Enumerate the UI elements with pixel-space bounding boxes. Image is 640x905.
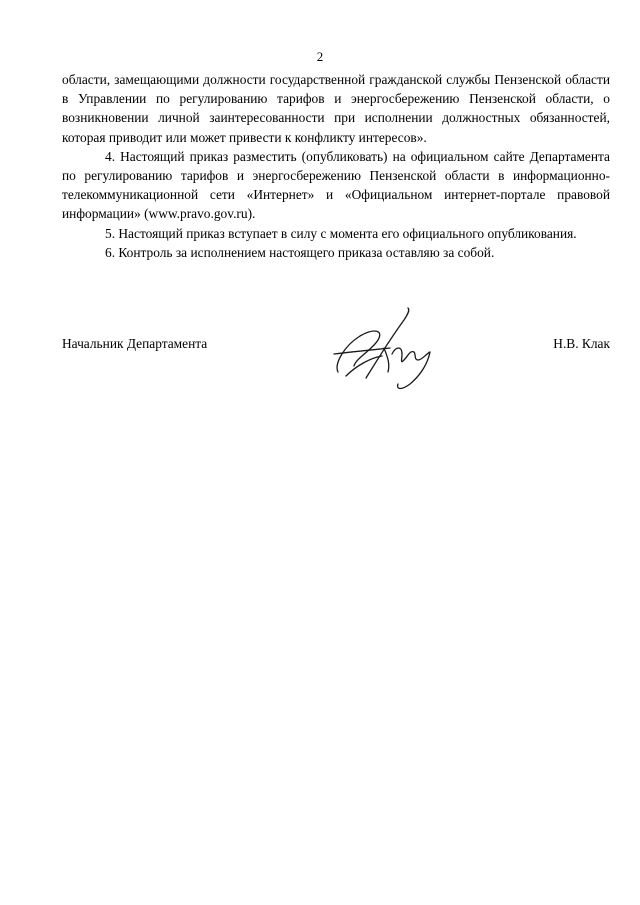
signatory-name: Н.В. Клак [553, 336, 610, 351]
document-body [62, 70, 610, 262]
handwritten-signature-image [326, 306, 448, 392]
paragraph-continuation: области, замещающими должности государственной гражданской службы Пензенской области в Управлении по регулированию тарифов и энергосбережению Пензенской области, о возникновении личной заинтересованности при исполнении должностных обязанностей, которая приводит или может привести к конфликту интересов». [62, 72, 610, 145]
signatory-position: Начальник Департамента [62, 336, 208, 351]
paragraph-item-5: 5. Настоящий приказ вступает в силу с момента его официального опубликования. [105, 225, 577, 241]
page-number: 2 [316, 49, 324, 64]
paragraph-item-6: 6. Контроль за исполнением настоящего приказа оставляю за собой. [105, 244, 495, 260]
paragraph-item-4: 4. Настоящий приказ разместить (опубликовать) на официальном сайте Департамента по регулированию тарифов и энергосбережению Пензенской области в информационно-телекоммуникационной сети «Интернет» и «Официальном интернет-портале правовой информации» (www.pravo.gov.ru). [62, 148, 610, 222]
